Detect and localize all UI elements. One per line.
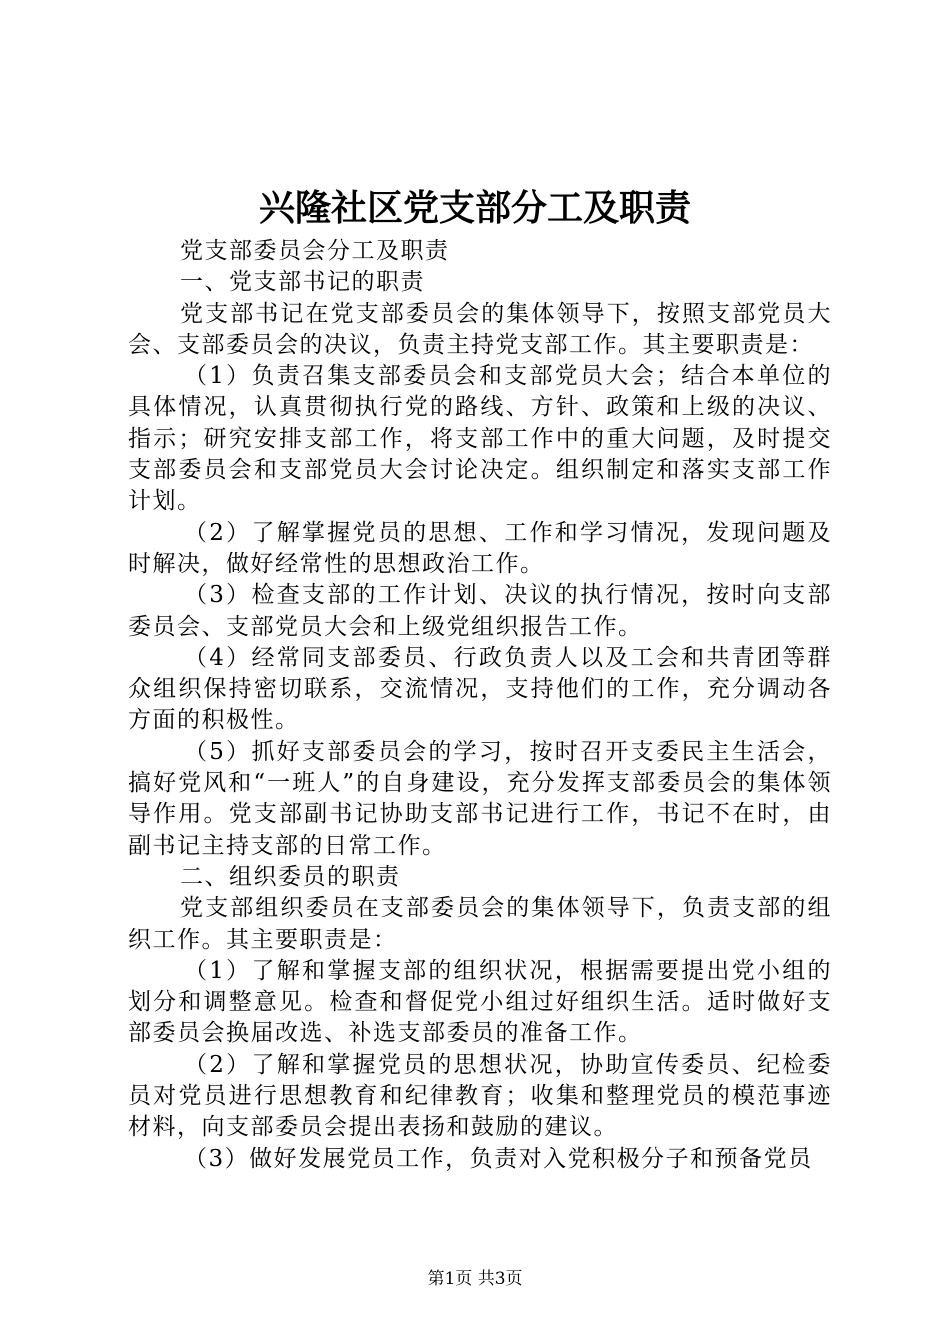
section-heading: 二、组织委员的职责 <box>180 863 401 890</box>
list-item: （3）做好发展党员工作，负责对入党积极分子和预备党员 <box>184 1145 813 1172</box>
list-item: （1）了解和掌握支部的组织状况，根据需要提出党小组的划分和调整意见。检查和督促党小组过好组织生活。适时做好支部委员会换届改选、补选支部委员的准备工作。 <box>128 957 832 1047</box>
list-item: （3）检查支部的工作计划、决议的执行情况，按时向支部委员会、支部党员大会和上级党组织报告工作。 <box>128 582 832 640</box>
document-title: 兴隆社区党支部分工及职责 <box>258 187 691 229</box>
section-heading: 党支部委员会分工及职责 <box>180 238 450 264</box>
section-heading: 一、党支部书记的职责 <box>180 269 425 296</box>
body-paragraph: 党支部组织委员在支部委员会的集体领导下，负责支部的组织工作。其主要职责是： <box>128 895 832 953</box>
list-item: （2）了解掌握党员的思想、工作和学习情况，发现问题及时解决，做好经常性的思想政治工作。 <box>128 519 832 577</box>
document-body <box>128 236 832 1175</box>
list-item: （4）经常同支部委员、行政负责人以及工会和共青团等群众组织保持密切联系，交流情况，支持他们的工作，充分调动各方面的积极性。 <box>128 644 832 734</box>
page-footer: 第1页 共3页 <box>427 1269 523 1289</box>
body-paragraph: 党支部书记在党支部委员会的集体领导下，按照支部党员大会、支部委员会的决议，负责主持党支部工作。其主要职责是： <box>128 300 832 358</box>
list-item: （1）负责召集支部委员会和支部党员大会；结合本单位的具体情况，认真贯彻执行党的路线、方针、政策和上级的决议、指示；研究安排支部工作，将支部工作中的重大问题，及时提交支部委员会和支部党员大会讨论决定。组织制定和落实支部工作计划。 <box>128 363 832 515</box>
list-item: （2）了解和掌握党员的思想状况，协助宣传委员、纪检委员对党员进行思想教育和纪律教育；收集和整理党员的模范事迹材料，向支部委员会提出表扬和鼓励的建议。 <box>128 1051 832 1141</box>
list-item: （5）抓好支部委员会的学习，按时召开支委民主生活会，搞好党风和“一班人”的自身建设，充分发挥支部委员会的集体领导作用。党支部副书记协助支部书记进行工作，书记不在时，由副书记主持支部的日常工作。 <box>128 738 832 859</box>
